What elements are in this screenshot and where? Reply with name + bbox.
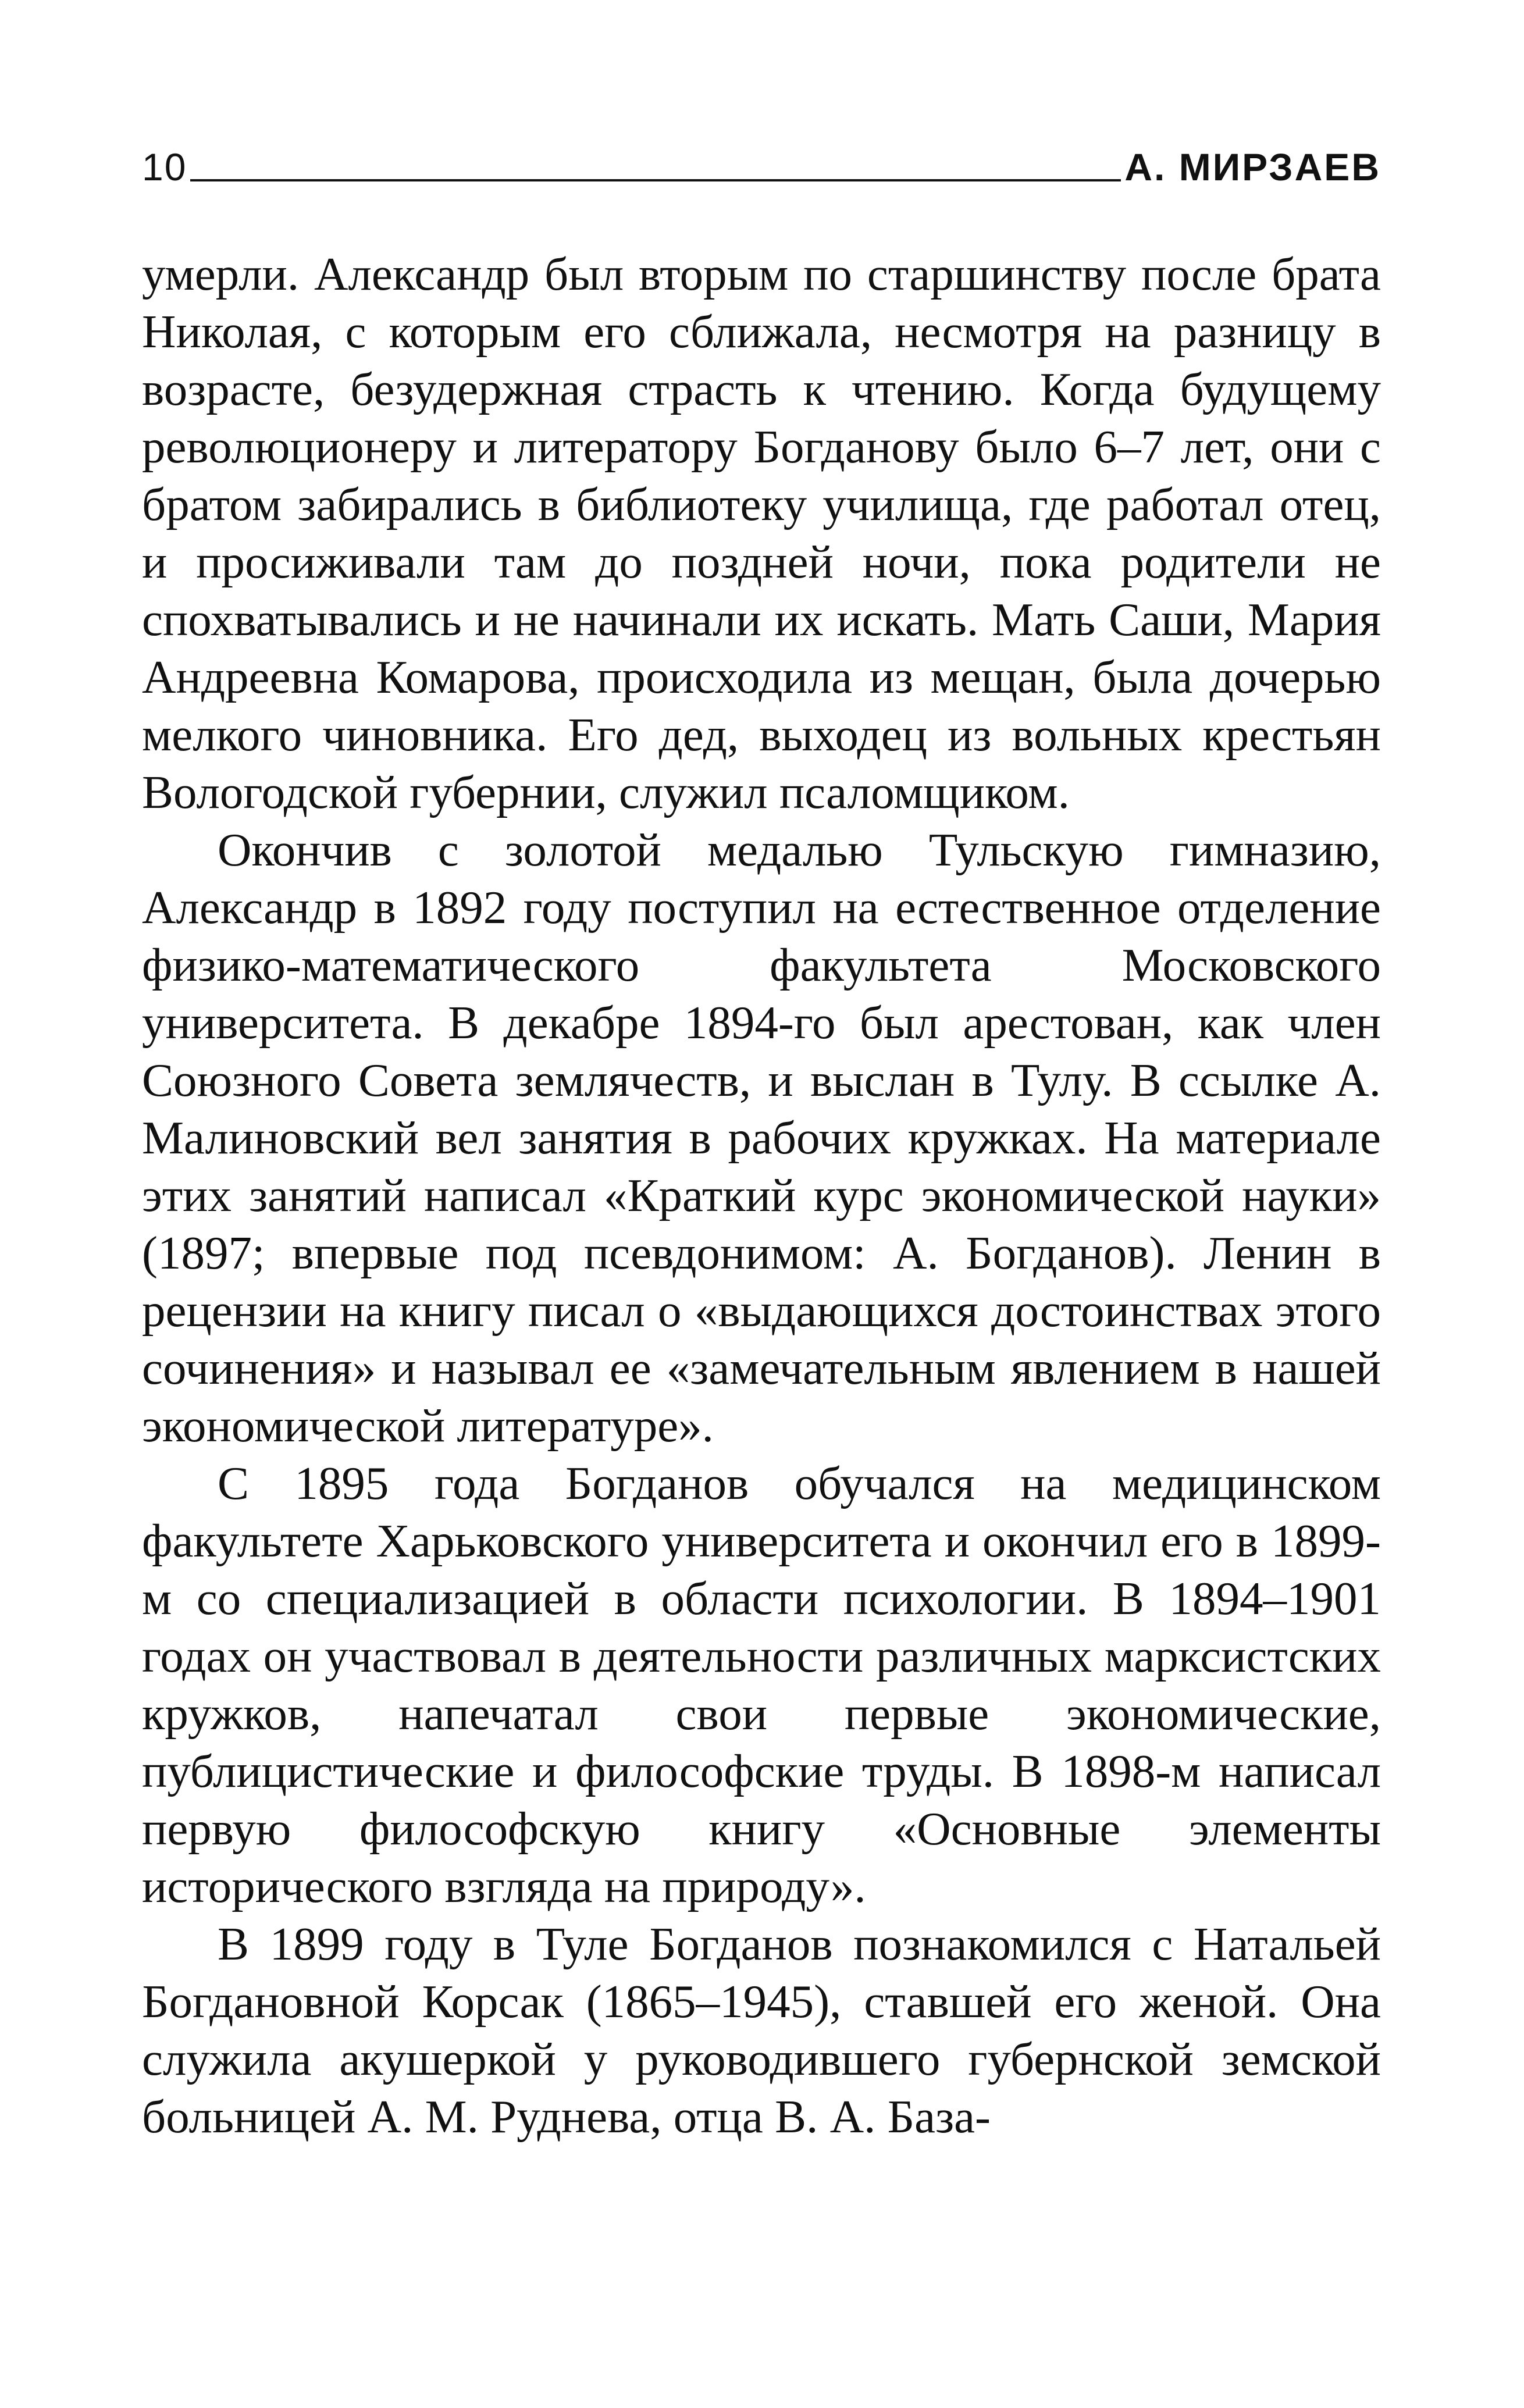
running-author: А. МИРЗАЕВ bbox=[1124, 145, 1381, 188]
body-text bbox=[142, 245, 1381, 2146]
paragraph-1: умерли. Александр был вторым по старшинству после брата Николая, с которым его сближала, несмотря на разницу в возрасте, безудержная страсть к чтению. Когда будущему революционеру и литератору Богданову было 6–7 лет, они с братом забирались в библиотеку училища, где работал отец, и просиживали там до поздней ночи, пока родители не спохватывались и не начинали их искать. Мать Саши, Мария Андреевна Комарова, происходила из мещан, была дочерью мелкого чиновника. Его дед, выходец из вольных крестьян Вологодской губернии, служил псаломщиком. bbox=[142, 248, 1381, 818]
page-number: 10 bbox=[142, 145, 187, 188]
header-rule bbox=[190, 179, 1121, 181]
paragraph-4: В 1899 году в Туле Богданов познакомился с Натальей Богдановной Корсак (1865–1945), ставшей его женой. Она служила акушеркой у руководившего губернской земской больницей А. М. Руднева, отца В. А. База- bbox=[142, 1918, 1381, 2143]
running-header bbox=[142, 116, 1381, 186]
book-page bbox=[142, 116, 1381, 2146]
paragraph-3: С 1895 года Богданов обучался на медицинском факультете Харьковского университета и окончил его в 1899-м со специализацией в области психологии. В 1894–1901 годах он участвовал в деятельности различных марксистских кружков, напечатал свои первые экономические, публицистические и философские труды. В 1898-м написал первую философскую книгу «Основные элементы исторического взгляда на природу». bbox=[142, 1457, 1381, 1912]
paragraph-2: Окончив с золотой медалью Тульскую гимназию, Александр в 1892 году поступил на естественное отделение физико-математического факультета Московского университета. В декабре 1894-го был арестован, как член Союзного Совета землячеств, и выслан в Тулу. В ссылке А. Малиновский вел занятия в рабочих кружках. На материале этих занятий написал «Краткий курс экономической науки» (1897; впервые под псевдонимом: А. Богданов). Ленин в рецензии на книгу писал о «выдающихся достоинствах этого сочинения» и называл ее «замечательным явлением в нашей экономической литературе». bbox=[142, 824, 1381, 1452]
